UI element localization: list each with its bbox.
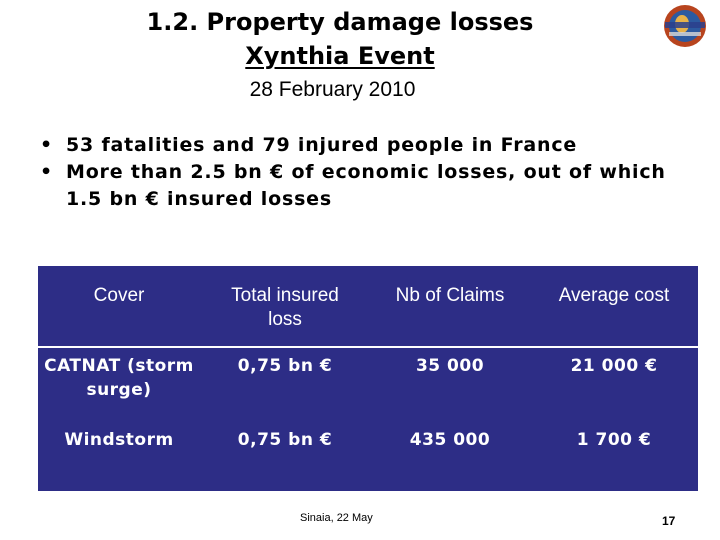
cell-cover: CATNAT (storm surge) [44,356,194,400]
cell-total-insured-loss: 0,75 bn € [237,356,333,376]
header-cover: Cover [93,285,145,306]
header-nb-of-claims: Nb of Claims [395,285,505,306]
cell-total-insured-loss: 0,75 bn € [237,430,333,450]
slide-title: 1.2. Property damage losses [146,8,534,36]
bullet-dot: • [40,134,53,156]
cell-cover: Windstorm [64,430,174,450]
slide-subtitle: Xynthia Event [245,42,435,70]
organization-logo-icon [660,2,710,50]
cell-nb-of-claims: 35 000 [415,356,485,376]
event-date: 28 February 2010 [249,78,416,101]
header-average-cost: Average cost [558,285,670,306]
table-header-row [38,266,698,347]
header-total-insured-loss: Total insured loss [231,285,339,330]
table-row [38,420,698,491]
table-row [38,347,698,420]
cell-average-cost: 21 000 € [570,356,658,376]
cell-average-cost: 1 700 € [576,430,652,450]
key-facts-list [40,132,700,213]
bullet-item: • 53 fatalities and 79 injured people in France [40,132,700,159]
losses-table [38,266,698,491]
cell-nb-of-claims: 435 000 [409,430,491,450]
page-number: 17 [662,514,676,528]
bullet-dot: • [40,161,53,183]
bullet-item: • More than 2.5 bn € of economic losses, out of which 1.5 bn € insured losses [40,161,666,210]
footer-location-date: Sinaia, 22 May [300,512,373,524]
